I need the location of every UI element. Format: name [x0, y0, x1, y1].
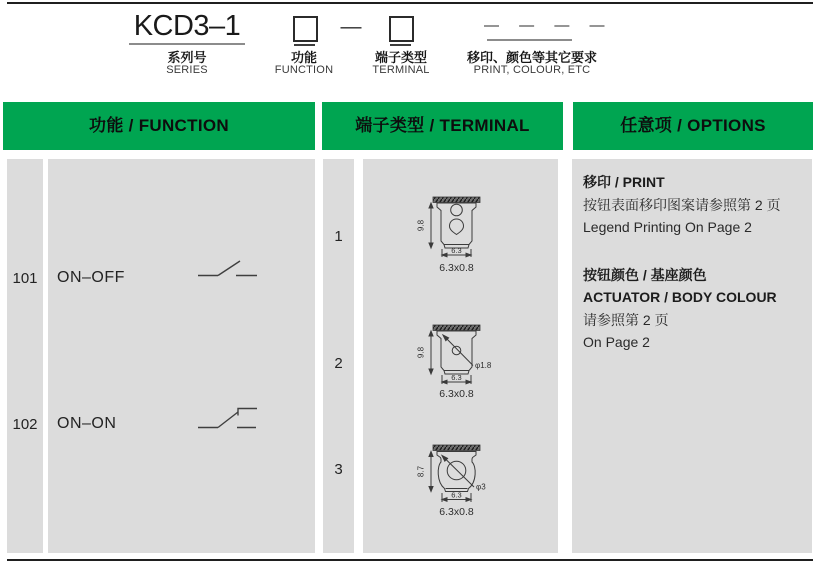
function-column-header: 功能 / FUNCTION: [3, 102, 315, 150]
terminal-row-code: 1: [334, 228, 343, 245]
terminal-drawing-2: [406, 321, 511, 405]
options-placeholder-dashes: — — — —: [484, 17, 613, 34]
print-note-en: Legend Printing On Page 2: [583, 219, 752, 235]
function-underline: [294, 44, 315, 46]
hole-diameter-label: φ3: [476, 482, 486, 492]
dim-height-label: 9.8: [416, 346, 426, 359]
top-rule: [7, 2, 813, 4]
options-column-header: 任意项 / OPTIONS: [573, 102, 813, 150]
function-row-label: ON–ON: [57, 415, 117, 432]
terminal-row-code: 3: [334, 461, 343, 478]
bottom-rule: [7, 559, 813, 561]
series-underline: [129, 43, 245, 45]
options-spacer: [583, 239, 805, 264]
print-note-cn: 按钮表面移印图案请参照第 2 页: [583, 196, 781, 213]
terminal-column-header: 端子类型 / TERMINAL: [322, 102, 563, 150]
hole-diameter-label: φ1.8: [475, 361, 492, 370]
function-label-en: FUNCTION: [274, 64, 334, 76]
colour-line-page: On Page 2: [583, 334, 650, 350]
terminal-label-cn: 端子类型: [374, 50, 427, 65]
colour-title: 按钮颜色 / 基座颜色: [583, 266, 707, 283]
dim-width-label: 6.3: [451, 373, 462, 382]
colour-line-en: ACTUATOR / BODY COLOUR: [583, 289, 777, 305]
print-title: 移印 / PRINT: [583, 174, 665, 190]
dim-height-label: 8.7: [416, 465, 426, 478]
terminal-drawing-1: [406, 193, 511, 277]
code-separator-dash: —: [340, 15, 362, 38]
terminal-drawing-3: [406, 441, 511, 525]
options-underline: [487, 39, 572, 41]
function-code-panel: [7, 159, 43, 553]
spst-switch-symbol: [197, 258, 259, 280]
series-code-value: KCD3–1: [133, 10, 241, 42]
series-label-en: SERIES: [166, 64, 208, 76]
options-label-en: PRINT, COLOUR, ETC: [473, 64, 591, 76]
tab-size-label: 6.3x0.8: [439, 262, 474, 274]
function-row-label: ON–OFF: [57, 269, 125, 286]
dim-width-label: 6.3: [451, 246, 462, 255]
function-row-code: 102: [12, 416, 38, 433]
tab-size-label: 6.3x0.8: [439, 388, 474, 400]
terminal-code-box: [389, 16, 414, 42]
dim-height-label: 9.8: [416, 219, 426, 232]
function-row-code: 101: [12, 270, 38, 287]
function-detail-panel: [48, 159, 315, 553]
options-text-block: [583, 171, 805, 354]
terminal-label-en: TERMINAL: [372, 64, 430, 76]
options-label-cn: 移印、颜色等其它要求: [466, 50, 597, 65]
spdt-switch-symbol: [197, 404, 259, 432]
tab-size-label: 6.3x0.8: [439, 506, 474, 518]
terminal-row-code: 2: [334, 355, 343, 372]
dim-width-label: 6.3: [451, 490, 462, 500]
colour-line-cn: 请参照第 2 页: [583, 311, 669, 328]
function-label-cn: 功能: [290, 50, 317, 65]
series-label-cn: 系列号: [167, 50, 207, 65]
function-code-box: [293, 16, 318, 42]
terminal-underline: [390, 44, 411, 46]
